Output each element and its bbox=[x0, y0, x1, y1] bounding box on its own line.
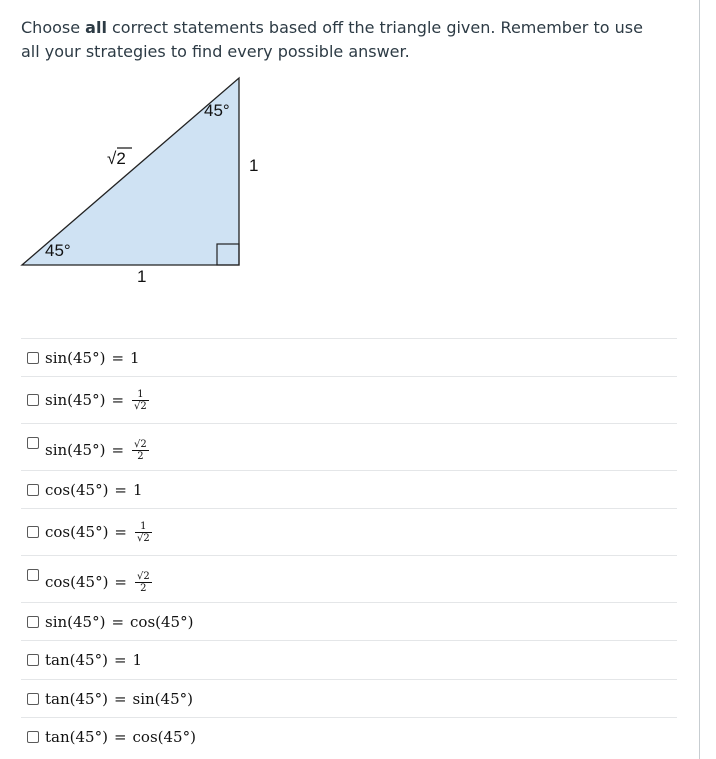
numerator: 1 bbox=[140, 520, 147, 532]
math-rhs: 1 bbox=[133, 480, 143, 499]
triangle-figure bbox=[0, 60, 300, 300]
math-lhs: sin(45°) bbox=[45, 348, 106, 367]
math-lhs: tan(45°) bbox=[45, 651, 108, 669]
math-equals: = bbox=[114, 480, 127, 499]
checkbox[interactable] bbox=[27, 526, 39, 538]
math-equals: = bbox=[111, 612, 125, 631]
math-equals: = bbox=[114, 573, 127, 591]
math-equals: = bbox=[111, 391, 125, 409]
checkbox[interactable] bbox=[27, 352, 39, 364]
prompt-bold-word: all bbox=[85, 18, 107, 37]
checkbox[interactable] bbox=[27, 616, 39, 628]
denominator: 2 bbox=[140, 582, 147, 594]
checkbox[interactable] bbox=[27, 394, 39, 406]
fraction bbox=[132, 439, 149, 462]
top-angle-label: 45° bbox=[204, 101, 230, 120]
bottom-side-label: 1 bbox=[137, 267, 147, 286]
math-lhs: sin(45°) bbox=[45, 441, 106, 459]
math-equals: = bbox=[113, 651, 127, 669]
answer-option-8[interactable] bbox=[21, 640, 677, 679]
answer-option-1[interactable] bbox=[21, 338, 677, 376]
answer-math bbox=[45, 728, 196, 746]
math-lhs: cos(45°) bbox=[45, 573, 109, 591]
math-equals: = bbox=[111, 441, 125, 459]
question-prompt bbox=[21, 16, 661, 64]
answer-math bbox=[45, 389, 149, 412]
answer-list bbox=[21, 338, 677, 755]
fraction bbox=[135, 521, 152, 544]
fraction bbox=[132, 389, 149, 412]
checkbox[interactable] bbox=[27, 693, 39, 705]
math-lhs: sin(45°) bbox=[45, 391, 106, 409]
math-equals: = bbox=[111, 348, 125, 367]
checkbox[interactable] bbox=[27, 484, 39, 496]
right-side-label: 1 bbox=[249, 156, 259, 175]
answer-option-2[interactable] bbox=[21, 376, 677, 423]
answer-option-4[interactable] bbox=[21, 470, 677, 508]
answer-math bbox=[45, 521, 152, 544]
answer-math bbox=[45, 613, 193, 631]
checkbox[interactable] bbox=[27, 569, 39, 581]
answer-option-7[interactable] bbox=[21, 602, 677, 640]
answer-option-9[interactable] bbox=[21, 679, 677, 717]
fraction bbox=[135, 571, 152, 594]
prompt-text-end: correct statements based off the triangle given. Remember to use all your strategies to find every possible answer. bbox=[21, 18, 643, 61]
answer-math bbox=[45, 690, 193, 708]
math-rhs: cos(45°) bbox=[130, 612, 194, 631]
math-lhs: cos(45°) bbox=[45, 480, 109, 499]
math-lhs: tan(45°) bbox=[45, 689, 108, 708]
denominator: 2 bbox=[137, 450, 144, 462]
checkbox[interactable] bbox=[27, 654, 39, 666]
answer-math bbox=[45, 651, 142, 669]
math-rhs: cos(45°) bbox=[132, 727, 196, 746]
math-lhs: sin(45°) bbox=[45, 612, 106, 631]
answer-option-3[interactable] bbox=[21, 423, 677, 470]
answer-math bbox=[45, 481, 143, 499]
numerator: √2 bbox=[137, 570, 150, 582]
answer-option-10[interactable] bbox=[21, 717, 677, 755]
math-equals: = bbox=[114, 523, 127, 541]
prompt-text-start: Choose bbox=[21, 18, 86, 37]
answer-math bbox=[45, 439, 149, 462]
answer-option-5[interactable] bbox=[21, 508, 677, 555]
math-rhs: 1 bbox=[132, 651, 143, 669]
math-lhs: cos(45°) bbox=[45, 523, 109, 541]
numerator: 1 bbox=[137, 388, 144, 400]
math-equals: = bbox=[113, 689, 127, 708]
checkbox[interactable] bbox=[27, 731, 39, 743]
math-rhs: 1 bbox=[130, 348, 140, 367]
hypotenuse-label: √2 bbox=[107, 149, 126, 168]
denominator: √2 bbox=[137, 532, 150, 544]
math-equals: = bbox=[113, 727, 127, 746]
math-rhs: sin(45°) bbox=[132, 689, 193, 708]
answer-math bbox=[45, 571, 152, 594]
left-angle-label: 45° bbox=[45, 241, 71, 260]
math-lhs: tan(45°) bbox=[45, 727, 108, 746]
checkbox[interactable] bbox=[27, 437, 39, 449]
answer-math bbox=[45, 349, 140, 367]
answer-option-6[interactable] bbox=[21, 555, 677, 602]
denominator: √2 bbox=[134, 400, 147, 412]
frame-edge bbox=[699, 0, 700, 759]
numerator: √2 bbox=[134, 438, 147, 450]
